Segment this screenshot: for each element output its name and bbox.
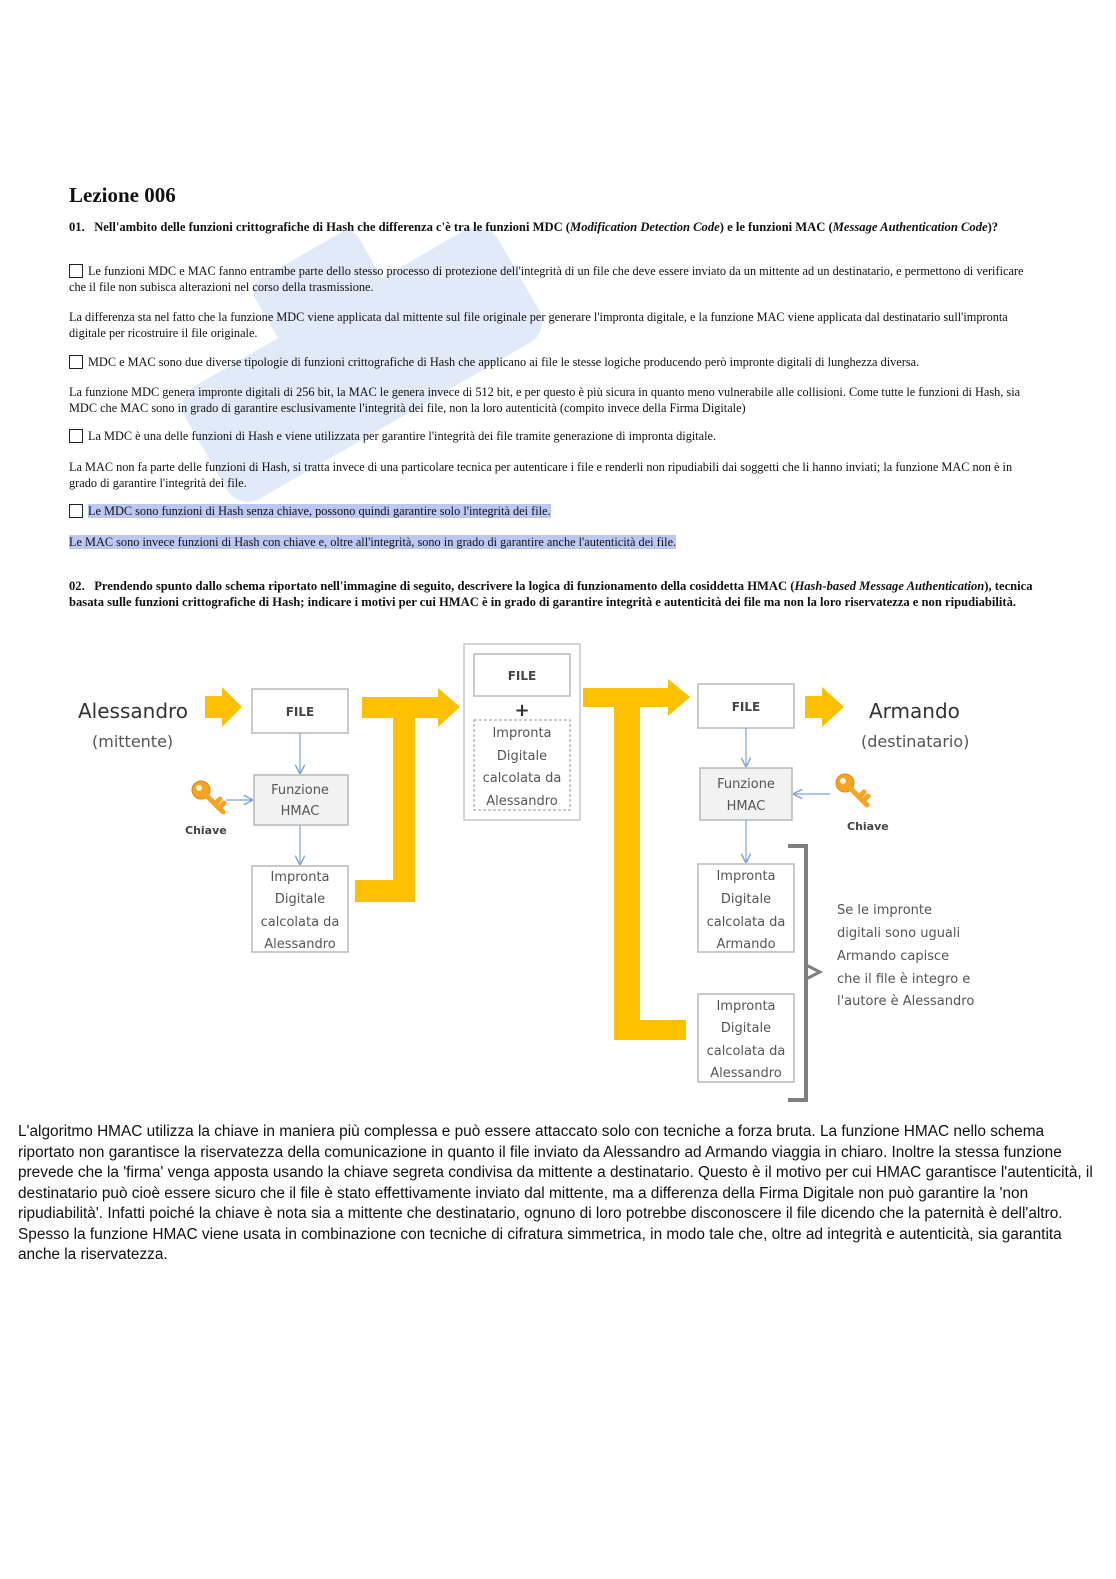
- question-1-number: 01.: [69, 220, 85, 234]
- fp4-line4: Alessandro: [710, 1066, 782, 1081]
- question-1-italic-a: Modification Detection Code: [570, 220, 720, 234]
- note-line-5: l'autore è Alessandro: [837, 994, 975, 1009]
- fp1-line3: calcolata da: [260, 915, 340, 930]
- receiver-role: (destinatario): [861, 732, 970, 751]
- question-1-italic-b: Message Authentication Code: [832, 220, 988, 234]
- sender-role: (mittente): [92, 732, 174, 751]
- option-1-text: Le funzioni MDC e MAC fanno entrambe parte dello stesso processo di protezione dell'integrità di un file che deve essere inviato da un mittente ad un destinatario, e permettono di verificare che il file non subisca alterazioni nel corso della trasmissione.: [69, 264, 1024, 294]
- plus-sign: +: [514, 700, 530, 721]
- question-2-text-a: Prendendo spunto dallo schema riportato nell'immagine di seguito, descrivere la logica di funzionamento della cosiddetta HMAC (: [94, 579, 795, 593]
- fp1-line4: Alessandro: [264, 937, 336, 952]
- answer-paragraph: L'algoritmo HMAC utilizza la chiave in maniera più complessa e può essere attaccato solo con tecniche a forza bruta. La funzione HMAC nello schema riportato non garantisce la riservatezza della comunicazione in quanto il file inviato da Alessandro ad Armando viaggia in chiaro. Inoltre la stessa funzione prevede che la 'firma' venga apposta usando la chiave segreta condivisa da mittente a destinatario. Questo è il motivo per cui HMAC garantisce l'autenticità, il destinatario può cioè essere sicuro che il file è stato effettivamente inviato dal mittente, ma a differenza della Firma Digitale non può garantire la 'non ripudiabilità'. Infatti poiché la chiave è nota sia a mittente che destinatario, ognuno di loro potrebbe disconoscere il file dicendo che la paternità è dell'altro. Spesso la funzione HMAC viene usata in combinazione con tecniche di cifratura simmetrica, in modo tale che, oltre ad integrità e autenticità, sia garantita anche la riservatezza.: [18, 1123, 1093, 1263]
- explanation-2: La funzione MDC genera impronte digitali di 256 bit, la MAC le genera invece di 512 bit, e per questo è più sicura in quanto meno vulnerabile alle collisioni. Come tutte le funzioni di Hash, sia MDC che MAC sono in grado di garantire esclusivamente l'integrità dei file, non la loro autenticità (compito invece della Firma Digitale): [69, 385, 1021, 415]
- fp4-line3: calcolata da: [706, 1044, 786, 1059]
- fp1-line2: Digitale: [274, 892, 326, 907]
- fp3-line4: Armando: [716, 937, 776, 952]
- fp3-line2: Digitale: [720, 892, 772, 907]
- receiver-key-icon: [836, 774, 868, 805]
- fp3-line1: Impronta: [716, 869, 776, 884]
- bracket-point: [806, 965, 820, 979]
- option-2-text: MDC e MAC sono due diverse tipologie di funzioni crittografiche di Hash che applicano ai file le stesse logiche producendo però impronte digitali di lunghezza diversa.: [88, 355, 920, 369]
- lesson-title: Lezione 006: [69, 183, 176, 207]
- receiver-name: Armando: [869, 699, 960, 723]
- note-line-1: Se le impronte: [837, 903, 932, 918]
- fp1-line1: Impronta: [270, 870, 330, 885]
- arrow-sender-to-file: [205, 687, 242, 727]
- package-file-label: FILE: [507, 669, 537, 683]
- question-2-text-b: ), tecnica basata sulle funzioni crittografiche di Hash; indicare i motivi per cui HMAC è in grado di garantire integrità e autenticità dei file ma non la loro riservatezza e non ripudiabilità.: [69, 579, 1033, 609]
- explanation-3: La MAC non fa parte delle funzioni di Hash, si tratta invece di una particolare tecnica per autenticare i file e renderli non ripudiabili dai soggetti che li hanno inviati; la funzione MAC non è in grado di garantire l'integrità dei file.: [69, 460, 1013, 490]
- sender-hmac-line1: Funzione: [271, 783, 329, 798]
- fp2-line3: calcolata da: [482, 771, 562, 786]
- fp3-line3: calcolata da: [706, 915, 786, 930]
- question-1-text-c: )?: [987, 220, 999, 234]
- receiver-file-label: FILE: [731, 700, 761, 714]
- sender-name: Alessandro: [78, 699, 189, 723]
- sender-key-label: Chiave: [185, 824, 227, 837]
- question-1-text-b: ) e le funzioni MAC (: [719, 220, 833, 234]
- question-2-italic-a: Hash-based Message Authentication: [794, 579, 985, 593]
- sender-hmac-line2: HMAC: [280, 804, 320, 819]
- explanation-4-text: Le MAC sono invece funzioni di Hash con chiave e, oltre all'integrità, sono in grado di garantire anche l'autenticità dei file.: [69, 535, 677, 549]
- fp2-line4: Alessandro: [486, 794, 558, 809]
- explanation-1: La differenza sta nel fatto che la funzione MDC viene applicata dal mittente sul file originale per generare l'impronta digitale, e la funzione MAC viene applicata dal destinatario sull'impronta digitale per ricostruire il file originale.: [69, 310, 1008, 340]
- arrow-digest-to-package: [355, 688, 460, 902]
- sender-key-icon: [192, 781, 224, 812]
- sender-file-label: FILE: [285, 705, 315, 719]
- receiver-hmac-line2: HMAC: [726, 799, 766, 814]
- question-2-number: 02.: [69, 579, 85, 593]
- note-line-2: digitali sono uguali: [837, 926, 961, 941]
- note-line-4: che il file è integro e: [837, 972, 971, 987]
- option-4-text: Le MDC sono funzioni di Hash senza chiave, possono quindi garantire solo l'integrità dei file.: [88, 504, 551, 518]
- receiver-key-label: Chiave: [847, 820, 889, 833]
- receiver-hmac-line1: Funzione: [717, 777, 775, 792]
- option-3-text: La MDC è una delle funzioni di Hash e viene utilizzata per garantire l'integrità dei file tramite generazione di impronta digitale.: [88, 429, 717, 443]
- fp2-line2: Digitale: [496, 749, 548, 764]
- fp4-line1: Impronta: [716, 999, 776, 1014]
- fp4-line2: Digitale: [720, 1021, 772, 1036]
- arrow-file-to-receiver: [805, 687, 844, 727]
- arrow-package-to-receiver: [583, 679, 690, 1040]
- question-1-text-a: Nell'ambito delle funzioni crittografiche di Hash che differenza c'è tra le funzioni MDC (: [94, 220, 571, 234]
- note-line-3: Armando capisce: [837, 949, 950, 964]
- fp2-line1: Impronta: [492, 726, 552, 741]
